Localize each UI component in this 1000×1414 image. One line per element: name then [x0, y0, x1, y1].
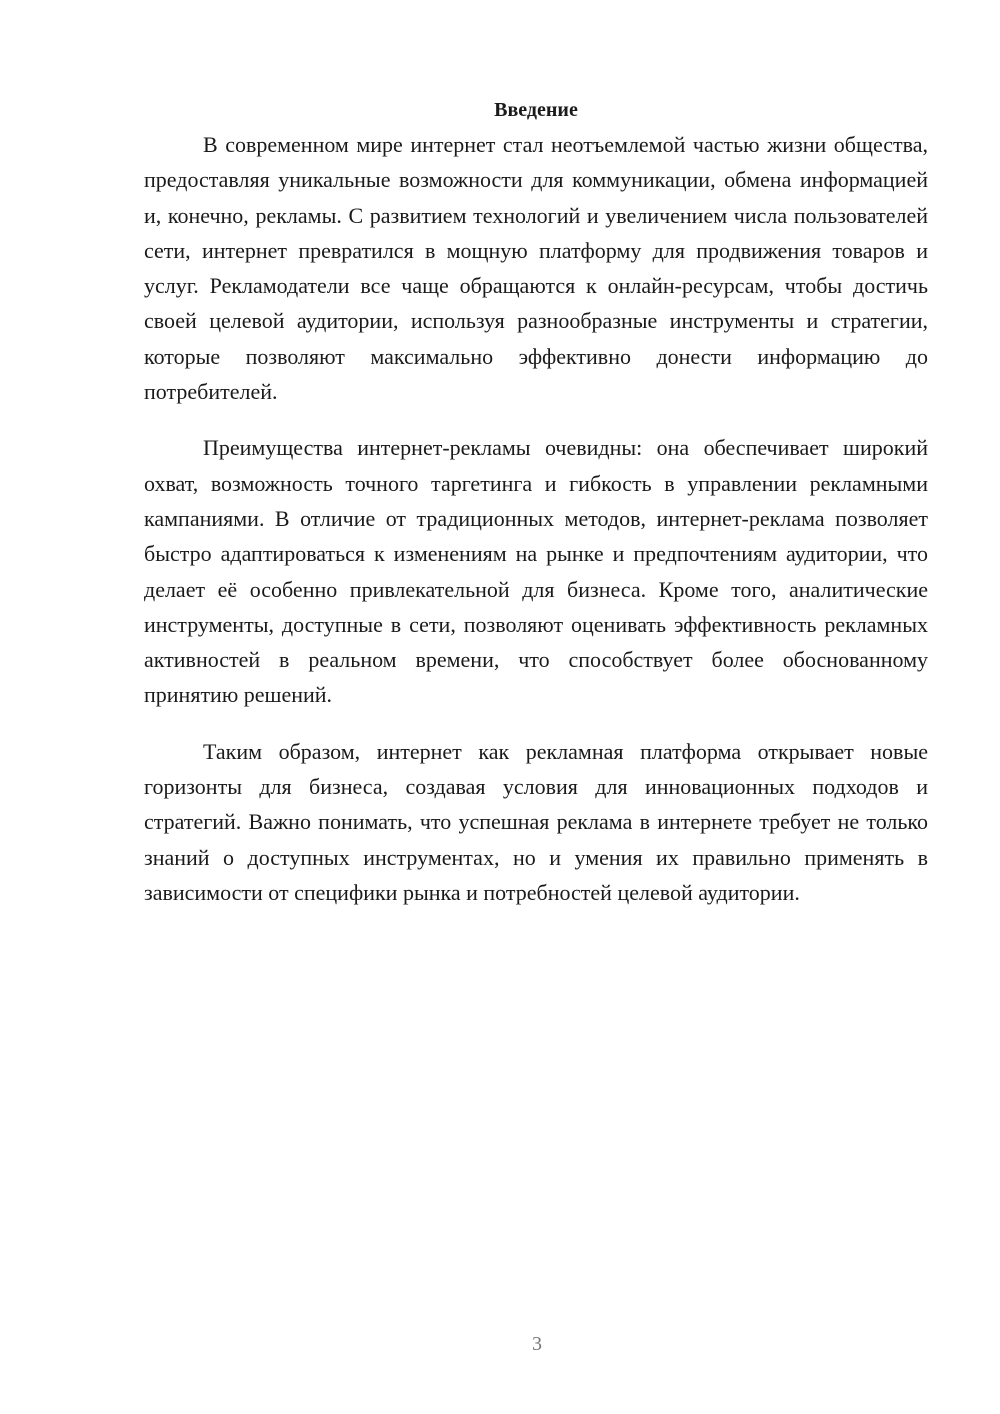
- paragraph-1: В современном мире интернет стал неотъемлемой частью жизни общества, предоставляя уникальные возможности для коммуникации, обмена информацией и, конечно, рекламы. С развитием технологий и увеличением числа пользователей сети, интернет превратился в мощную платформу для продвижения товаров и услуг. Рекламодатели все чаще обращаются к онлайн-ресурсам, чтобы достичь своей целевой аудитории, используя разнообразные инструменты и стратегии, которые позволяют максимально эффективно донести информацию до потребителей.: [144, 132, 928, 405]
- page-number: 3: [532, 1333, 542, 1355]
- document-body: [144, 95, 928, 931]
- section-title: Введение: [494, 99, 578, 121]
- paragraph-2: Преимущества интернет-рекламы очевидны: она обеспечивает широкий охват, возможность точного таргетинга и гибкость в управлении рекламными кампаниями. В отличие от традиционных методов, интернет-реклама позволяет быстро адаптироваться к изменениям на рынке и предпочтениям аудитории, что делает её особенно привлекательной для бизнеса. Кроме того, аналитические инструменты, доступные в сети, позволяют оценивать эффективность рекламных активностей в реальном времени, что способствует более обоснованному принятию решений.: [144, 435, 928, 708]
- paragraph-3: Таким образом, интернет как рекламная платформа открывает новые горизонты для бизнеса, создавая условия для инновационных подходов и стратегий. Важно понимать, что успешная реклама в интернете требует не только знаний о доступных инструментах, но и умения их правильно применять в зависимости от специфики рынка и потребностей целевой аудитории.: [144, 738, 928, 905]
